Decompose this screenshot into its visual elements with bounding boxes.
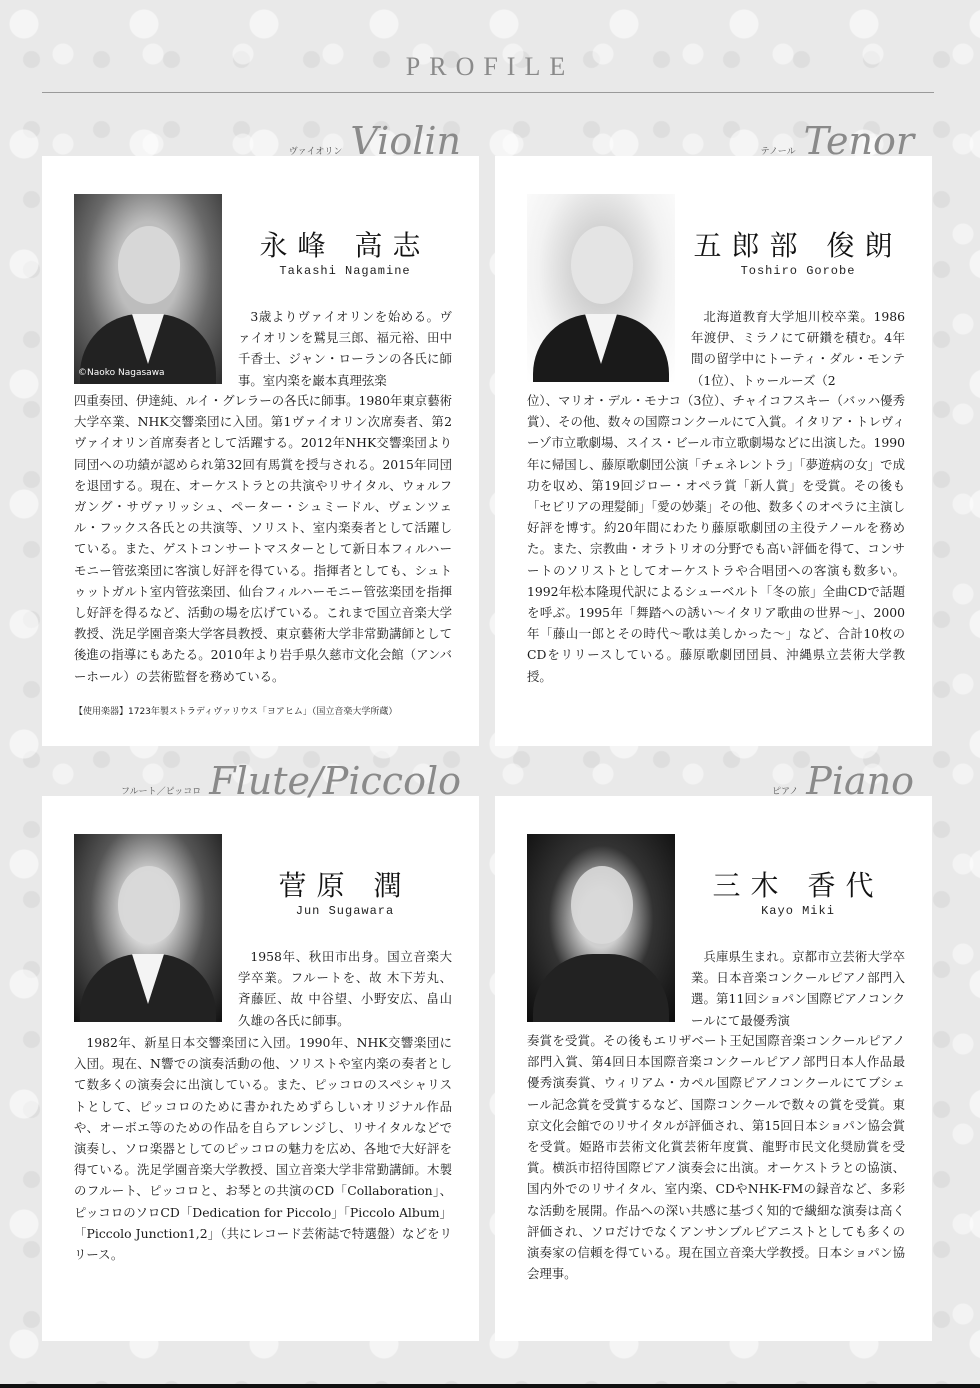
name-japanese: 三木 香代 xyxy=(712,869,884,902)
bio-intro: 1958年、秋田市出身。国立音楽大学卒業。フルートを、故 木下芳丸、斉藤匠、故 中谷望、小野安広、畠山久雄の各氏に師事。 xyxy=(238,949,452,1028)
instrument-heading xyxy=(771,759,914,803)
profile-card-piano xyxy=(495,759,932,1341)
bio-body: 1982年、新星日本交響楽団に入団。1990年、NHK交響楽団に入団。現在、N響での演奏活動の他、ソリストや室内楽の奏者として数多くの演奏会に出演している。また、ピッコロのスペシャリストとして、ピッコロのために書かれためずらしいオリジナル作品や、オーボエ等のための作品を自らアレンジし、リサイタルなどで演奏し、ソロ楽器としてのピッコロの魅力を広め、各地で大好評を得ている。洗足学園音楽大学教授、国立音楽大学非常勤講師。木製のフルート、ピッコロと、お琴との共演のCD「Collaboration」、ピッコロのソロCD「Dedication for Piccolo」「Piccolo Album」「Piccolo Junction1,2」（共にレコード芸術誌で特選盤）などをリリース。 xyxy=(74,1035,452,1263)
photo-credit: ©Naoko Nagasawa xyxy=(78,368,165,378)
name-english: Takashi Nagamine xyxy=(279,264,411,278)
bio-body: 位）、マリオ・デル・モナコ（3位）、チャイコフスキー（バッハ優秀賞）、その他、数々の国際コンクールにて入賞。イタリア・トレヴィーゾ市立歌劇場、スイス・ビール市立歌劇場などに出演した。1990年に帰国し、藤原歌劇団公演「チェネレントラ」「夢遊病の女」で成功を収め、第19回ジロー・オペラ賞「新人賞」を受賞。その後も「セビリアの理髪師」「愛の妙薬」その他、数多くのオペラに主演し好評を博す。約20年間にわたり藤原歌劇団の主役テノールを務めた。また、宗教曲・オラトリオの分野でも高い評価を得て、コンサートのソリストとしてオーケストラや合唱団への客演も数多い。1992年松本隆現代訳によるシューベルト「冬の旅」全曲CDで話題を呼ぶ。1995年「舞踏への誘い～イタリア歌曲の世界～」、2000年「藤山一郎とその時代～歌は美しかった～」など、合計10枚のCDをリリースしている。藤原歌劇団団員、沖縄県立芸術大学教授。 xyxy=(527,393,905,684)
bio-body: 奏賞を受賞。その後もエリザベート王妃国際音楽コンクールピアノ部門入賞、第4回日本国際音楽コンクールピアノ部門日本人作品最優秀演奏賞、ウィリアム・カペル国際ピアノコンクールにてブシェール記念賞を受賞するなど、国際コンクールで数々の賞を受賞。東京文化会館でのリサイタルが評価され、第15回日本ショパン協会賞を受賞。姫路市芸術文化賞芸術年度賞、龍野市民文化奨励賞を受賞。横浜市招待国際ピアノ演奏会に出演。オーケストラとの協演、国内外でのリサイタル、室内楽、CDやNHK-FMの録音など、多彩な活動を展開。作品への深い共感に基づく知的で繊細な演奏は高く評価され、ソロだけでなくアンサンブルピアニストとしても多くの演奏家の信頼を得ている。現在国立音楽大学教授。日本ショパン協会理事。 xyxy=(527,1033,905,1282)
instrument-heading xyxy=(120,759,461,803)
portrait-face xyxy=(118,226,180,304)
profile-card-flute xyxy=(42,759,479,1341)
bio-intro: 3歳よりヴァイオリンを始める。ヴァイオリンを鷲見三郎、福元裕、田中千香士、ジャン・ローランの各氏に師事。室内楽を巌本真理弦楽 xyxy=(238,309,452,388)
instrument-en: Piano xyxy=(806,759,914,803)
bio-intro: 兵庫県生まれ。京都市立芸術大学卒業。日本音楽コンクールピアノ部門入選。第11回ショパン国際ピアノコンクールにて最優秀演 xyxy=(691,949,905,1028)
portrait-face xyxy=(118,866,180,944)
instrument-note: 【使用楽器】1723年製ストラディヴァリウス「ヨアヒム」（国立音楽大学所蔵） xyxy=(74,707,398,717)
instrument-kana: ピアノ xyxy=(771,787,799,797)
instrument-kana: テノール xyxy=(760,147,796,157)
portrait-shoulders xyxy=(533,954,669,1022)
header-divider xyxy=(42,92,934,93)
portrait-photo xyxy=(527,194,675,382)
portrait-photo xyxy=(74,834,222,1022)
instrument-kana: ヴァイオリン xyxy=(288,147,343,157)
profile-card-tenor xyxy=(495,119,932,746)
instrument-kana: フルート／ピッコロ xyxy=(120,787,202,797)
instrument-en: Violin xyxy=(350,119,461,163)
instrument-heading xyxy=(288,119,461,163)
name-japanese: 五郎部 俊朗 xyxy=(693,229,903,262)
profile-card-violin xyxy=(42,119,479,746)
portrait-photo xyxy=(74,194,222,384)
portrait-face xyxy=(571,226,633,304)
bio-intro: 北海道教育大学旭川校卒業。1986年渡伊、ミラノにて研鑽を積む。4年間の留学中にトーティ・ダル・モンテ（1位）、トゥールーズ（2 xyxy=(691,309,905,388)
bio-body: 四重奏団、伊達純、ルイ・グレラーの各氏に師事。1980年東京藝術大学卒業、NHK交響楽団に入団。第1ヴァイオリン次席奏者、第2ヴァイオリン首席奏者として活躍する。2012年NHK交響楽団より同団への功績が認められ第32回有馬賞を授与される。2015年同団を退団する。現在、オーケストラとの共演やリサイタル、ウォルフガング・サヴァリッシュ、ペーター・シュミードル、ヴェンツェル・フックス各氏との共演等、ソリスト、室内楽奏者として活躍している。また、ゲストコンサートマスターとして新日本フィルハーモニー管弦楽団に客演し好評を得ている。指揮者としても、シュトゥットガルト室内管弦楽団、仙台フィルハーモニー管弦楽団を指揮し好評を得るなど、活動の場を広げている。これまで国立音楽大学教授、洗足学園音楽大学客員教授、東京藝術大学非常勤講師として後進の指導にもあたる。2010年より岩手県久慈市文化会館（アンバーホール）の芸術監督を務めている。 xyxy=(74,393,452,684)
page-title: PROFILE xyxy=(405,52,575,81)
name-japanese: 菅原 潤 xyxy=(278,869,412,902)
portrait-face xyxy=(571,866,633,944)
portrait-photo xyxy=(527,834,675,1022)
name-japanese: 永峰 高志 xyxy=(259,229,431,262)
name-english: Toshiro Gorobe xyxy=(740,264,856,278)
instrument-heading xyxy=(760,119,914,163)
footer-divider xyxy=(0,1384,980,1388)
name-english: Jun Sugawara xyxy=(295,904,395,918)
instrument-en: Flute/Piccolo xyxy=(209,759,461,803)
instrument-en: Tenor xyxy=(803,119,914,163)
name-english: Kayo Miki xyxy=(761,904,835,918)
